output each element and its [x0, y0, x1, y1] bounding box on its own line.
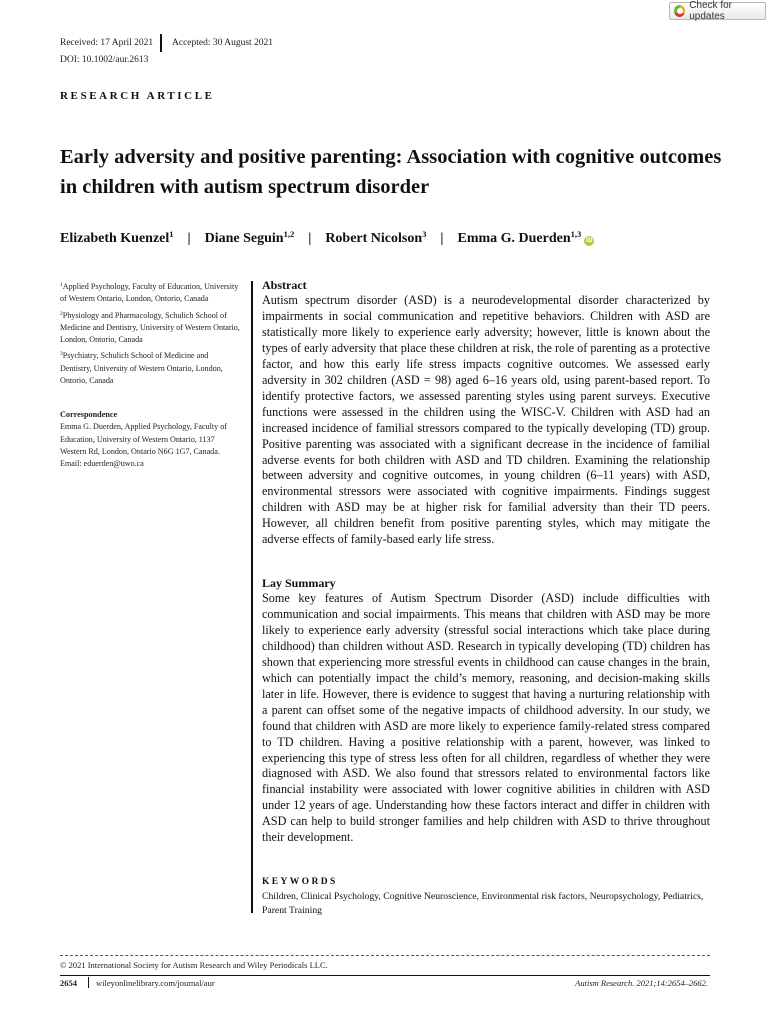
author-separator: |	[440, 231, 444, 246]
meta-divider	[160, 34, 162, 52]
correspondence-heading: Correspondence	[60, 410, 118, 419]
check-for-updates-label: Check for updates	[689, 0, 732, 22]
affiliation-3: $^3$Psychiatry, Schulich School of Medicine and Dentistry, University of Western Ontario, London, Ontorio, Canada	[60, 351, 223, 386]
correspondence-address: Emma G. Duerden, Applied Psychology, Faculty of Education, University of Western Ontario, 1137 Western Rd, London, Ontario N6G 1G7, Canada.	[60, 422, 227, 456]
footer-divider	[88, 977, 89, 988]
page-number: 2654	[60, 978, 77, 988]
lay-summary-heading: Lay Summary	[262, 576, 336, 590]
doi-link[interactable]: DOI: 10.1002/aur.2613	[60, 55, 149, 65]
author-3[interactable]: Robert Nicolson$^3$	[325, 229, 427, 246]
correspondence	[60, 409, 240, 470]
journal-url-link[interactable]: wileyonlinelibrary.com/journal/aur	[96, 978, 215, 988]
author-list	[60, 229, 594, 247]
accepted-date: Accepted: 30 August 2021	[172, 38, 274, 48]
correspondence-email[interactable]: Email: eduerden@uwo.ca	[60, 459, 144, 469]
affiliation-2: $^2$Physiology and Pharmacology, Schulich School of Medicine and Dentistry, University of Western Ontario, London, Ontorio, Canada	[60, 310, 240, 345]
footer-rule	[60, 975, 710, 976]
check-for-updates-button[interactable]	[669, 2, 766, 20]
lay-summary-text: Some key features of Autism Spectrum Disorder (ASD) include difficulties with communication and social impairments. This means that children with ASD may be more likely to experience early adversity (stressful social interactions which take place during childhood) than children without ASD. Research in typically developing (TD) children has shown that experiencing more stressful events in childhood can cause changes in the brain, which can potentially impact the child’s memory, reasoning, and decision-making skills later in life. However, there is evidence to suggest that having a nurturing relationship with a parent can offset some of the negative impacts of childhood adversity. In our study, we found that children with ASD are more likely to experience family-related stress compared to TD children. Having a positive relationship with a parent, however, was linked to experiencing this type of stress less often for all children, regardless of whether they were diagnosed with ASD. We also found that stressors related to environmental factors like financial instability were associated with lower cognitive abilities in children with ASD under 12 years of age. Understanding how these factors interact and differ in children with ASD can help to build stronger families and help children with ASD to thrive throughout their development.	[262, 591, 710, 845]
affiliation-1: $^1$Applied Psychology, Faculty of Education, University of Western Ontario, London, Ontorio, Canada	[60, 282, 239, 304]
abstract-heading: Abstract	[262, 278, 307, 292]
article-title: Early adversity and positive parenting: Association with cognitive outcomes in children with autism spectrum disorder	[60, 146, 722, 198]
keywords-text: Children, Clinical Psychology, Cognitive Neuroscience, Environmental risk factors, Neuropsychology, Pediatrics, Parent Training	[262, 891, 704, 916]
copyright-notice: © 2021 International Society for Autism Research and Wiley Periodicals LLC.	[60, 960, 328, 970]
article-type-label: RESEARCH ARTICLE	[60, 90, 215, 102]
author-4[interactable]: Emma G. Duerden$^{1,3}$	[457, 229, 582, 246]
footer-dashed-rule	[60, 955, 710, 956]
author-separator: |	[308, 231, 312, 246]
author-2[interactable]: Diane Seguin$^{1,2}$	[204, 229, 295, 246]
abstract-text: Autism spectrum disorder (ASD) is a neurodevelopmental disorder characterized by impairments in social communication and repetitive behaviors. Children with ASD are statistically more likely to experience early adversity; however, little is known about the types of early adversity that place these children at risk, the role of parenting as a protective factor, and how this early life stress impacts cognitive outcomes. We assessed early adversity in 302 children (ASD = 98) aged 6–16 years old, using parent-based report. To identify protective factors, we assessed parenting styles using parent surveys. Executive functions were assessed in the children using the WISC-V. Children with ASD had an increased incidence of familial stressors compared to the typically developing (TD) group. Positive parenting was associated with a significant decrease in the incidence of familial adverse events for both children with ASD and TD children. Examining the relationship between adversity and cognitive outcomes, in young children (6–11 years) with ASD, environmental stressors were associated with cognitive impairments. Findings suggest children with ASD may be at higher risk for familial adversity than their TD peers. However, all children benefit from positive parenting styles, which may mitigate the adverse effects of family-based early life stress.	[262, 293, 710, 547]
journal-citation: Autism Research. 2021;14:2654–2662.	[575, 978, 708, 988]
abstract-side-rule	[251, 281, 253, 913]
received-date: Received: 17 April 2021	[60, 38, 154, 48]
keywords-heading: KEYWORDS	[262, 877, 338, 887]
affiliations	[60, 279, 240, 389]
crossmark-icon	[674, 5, 685, 17]
orcid-icon[interactable]: iD	[585, 237, 593, 244]
author-separator: |	[187, 231, 191, 246]
author-1[interactable]: Elizabeth Kuenzel$^1$	[60, 229, 174, 246]
